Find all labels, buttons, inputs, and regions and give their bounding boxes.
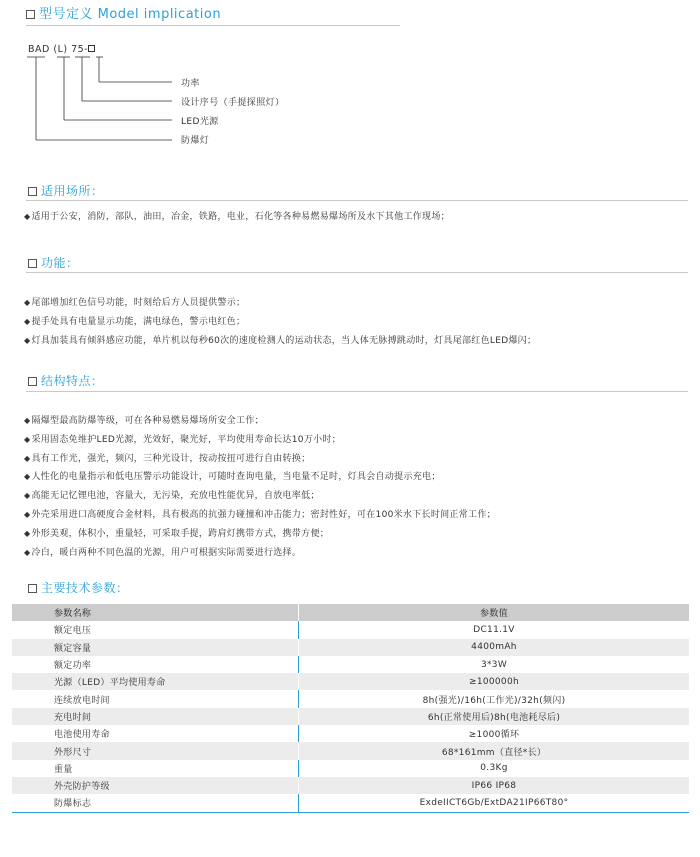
header-param-value: 参数值 (299, 604, 690, 621)
table-row (12, 656, 689, 673)
list-item: ◆具有工作光，强光，频闪，三种光设计，按动按扭可进行自由转换； (24, 453, 311, 464)
list-item: ◆外壳采用进口高硬度合金材料，具有极高的抗强力碰撞和冲击能力；密封性好，可在100米水下长时间正常工作； (24, 509, 496, 520)
cell-value: 8h(强光)/16h(工作光)/32h(频闪) (299, 690, 690, 707)
diamond-bullet-icon: ◆ (24, 335, 31, 345)
label-led-source: LED光源 (181, 117, 219, 127)
list-item: ◆冷白，暖白两种不同色温的光源，用户可根据实际需要进行选择。 (24, 547, 302, 558)
specs-section-title: 主要技术参数： (28, 581, 129, 595)
cell-name: 额定容量 (12, 639, 299, 656)
diamond-bullet-icon: ◆ (24, 453, 31, 463)
table-row (12, 742, 689, 759)
cell-name: 连续放电时间 (12, 690, 299, 707)
cell-name: 充电时间 (12, 708, 299, 725)
divider (26, 200, 688, 201)
table-row (12, 639, 689, 656)
cell-name: 光源（LED）平均使用寿命 (12, 673, 299, 690)
table-row (12, 673, 689, 690)
model-diagram-lines (0, 0, 700, 160)
cell-value: 0.3Kg (299, 760, 690, 777)
list-item: ◆采用固态免维护LED光源，光效好，聚光好，平均使用寿命长达10万小时； (24, 434, 342, 445)
cell-name: 外形尺寸 (12, 742, 299, 759)
cell-value: IP66 IP68 (299, 777, 690, 794)
table-row (12, 760, 689, 777)
function-section-title: 功能： (28, 256, 79, 270)
list-item: ◆外形美观，体积小，重量轻，可采取手提，跨肩灯携带方式，携带方便； (24, 528, 330, 539)
list-item: ◆隔爆型最高防爆等级，可在各种易燃易爆场所安全工作； (24, 416, 264, 426)
header-param-name: 参数名称 (12, 604, 299, 621)
diamond-bullet-icon: ◆ (24, 212, 31, 221)
structure-list (24, 412, 496, 562)
table-row (12, 690, 689, 707)
diamond-bullet-icon: ◆ (24, 509, 31, 519)
divider (26, 272, 688, 273)
structure-section-title: 结构特点： (28, 374, 104, 388)
label-explosion-proof-lamp: 防爆灯 (181, 136, 210, 146)
cell-value: ExdeIICT6Gb/ExtDA21IP66T80° (299, 794, 690, 812)
list-item: ◆适用于公安，消防，部队，油田，冶金，铁路，电业，石化等各种易燃易爆场所及水下其他工作现场； (24, 212, 450, 222)
cell-name: 额定电压 (12, 621, 299, 638)
checkbox-square-icon (28, 377, 37, 386)
cell-value: 68*161mm（直径*长） (299, 742, 690, 759)
diamond-bullet-icon: ◆ (24, 528, 31, 538)
table-row (12, 708, 689, 725)
cell-name: 电池使用寿命 (12, 725, 299, 742)
code-part-75: 75- (71, 44, 89, 55)
code-part-bad: BAD (28, 44, 50, 55)
diamond-bullet-icon: ◆ (24, 316, 31, 326)
cell-name: 额定功率 (12, 656, 299, 673)
diamond-bullet-icon: ◆ (24, 547, 31, 557)
checkbox-square-icon (28, 584, 37, 593)
list-item: ◆人性化的电量指示和低电压警示功能设计，可随时查询电量，当电量不足时，灯具会自动提示充电； (24, 472, 441, 483)
cell-name: 外壳防护等级 (12, 777, 299, 794)
cell-value: ≥1000循环 (299, 725, 690, 742)
applicable-list (24, 208, 450, 227)
table-row (12, 621, 689, 638)
cell-value: 4400mAh (299, 639, 690, 656)
diamond-bullet-icon: ◆ (24, 491, 31, 501)
table-row (12, 794, 689, 812)
label-power: 功率 (181, 79, 200, 89)
list-item: ◆高能无记忆锂电池，容量大，无污染，充放电性能优异，自放电率低； (24, 491, 320, 502)
cell-name: 重量 (12, 760, 299, 777)
cell-value: 3*3W (299, 656, 690, 673)
diamond-bullet-icon: ◆ (24, 298, 31, 307)
list-item: ◆灯具加装具有倾斜感应功能，单片机以每秒60次的速度检测人的运动状态，当人体无脉搏跳动时，灯具尾部红色LED爆闪； (24, 335, 537, 346)
cell-value: ≥100000h (299, 673, 690, 690)
applicable-section-title: 适用场所： (28, 184, 104, 198)
checkbox-square-icon (28, 259, 37, 268)
diamond-bullet-icon: ◆ (24, 472, 31, 482)
cell-name: 防爆标志 (12, 794, 299, 812)
cell-value: DC11.1V (299, 621, 690, 638)
specs-table (12, 604, 689, 813)
label-design-serial: 设计序号（手提探照灯） (181, 98, 285, 108)
divider (26, 391, 688, 392)
list-item: ◆提手处具有电量显示功能，满电绿色，警示电红色； (24, 316, 246, 327)
list-item: ◆尾部增加红色信号功能，时刻给后方人员提供警示； (24, 298, 246, 308)
table-header-row (12, 604, 689, 621)
model-section-title: 型号定义 Model implication (26, 8, 221, 22)
cell-value: 6h(正常使用后)8h(电池耗尽后) (299, 708, 690, 725)
checkbox-square-icon (28, 187, 37, 196)
table-row (12, 725, 689, 742)
table-row (12, 777, 689, 794)
diamond-bullet-icon: ◆ (24, 434, 31, 444)
function-list (24, 294, 536, 350)
diamond-bullet-icon: ◆ (24, 416, 31, 425)
code-part-l: (L) (53, 44, 68, 55)
